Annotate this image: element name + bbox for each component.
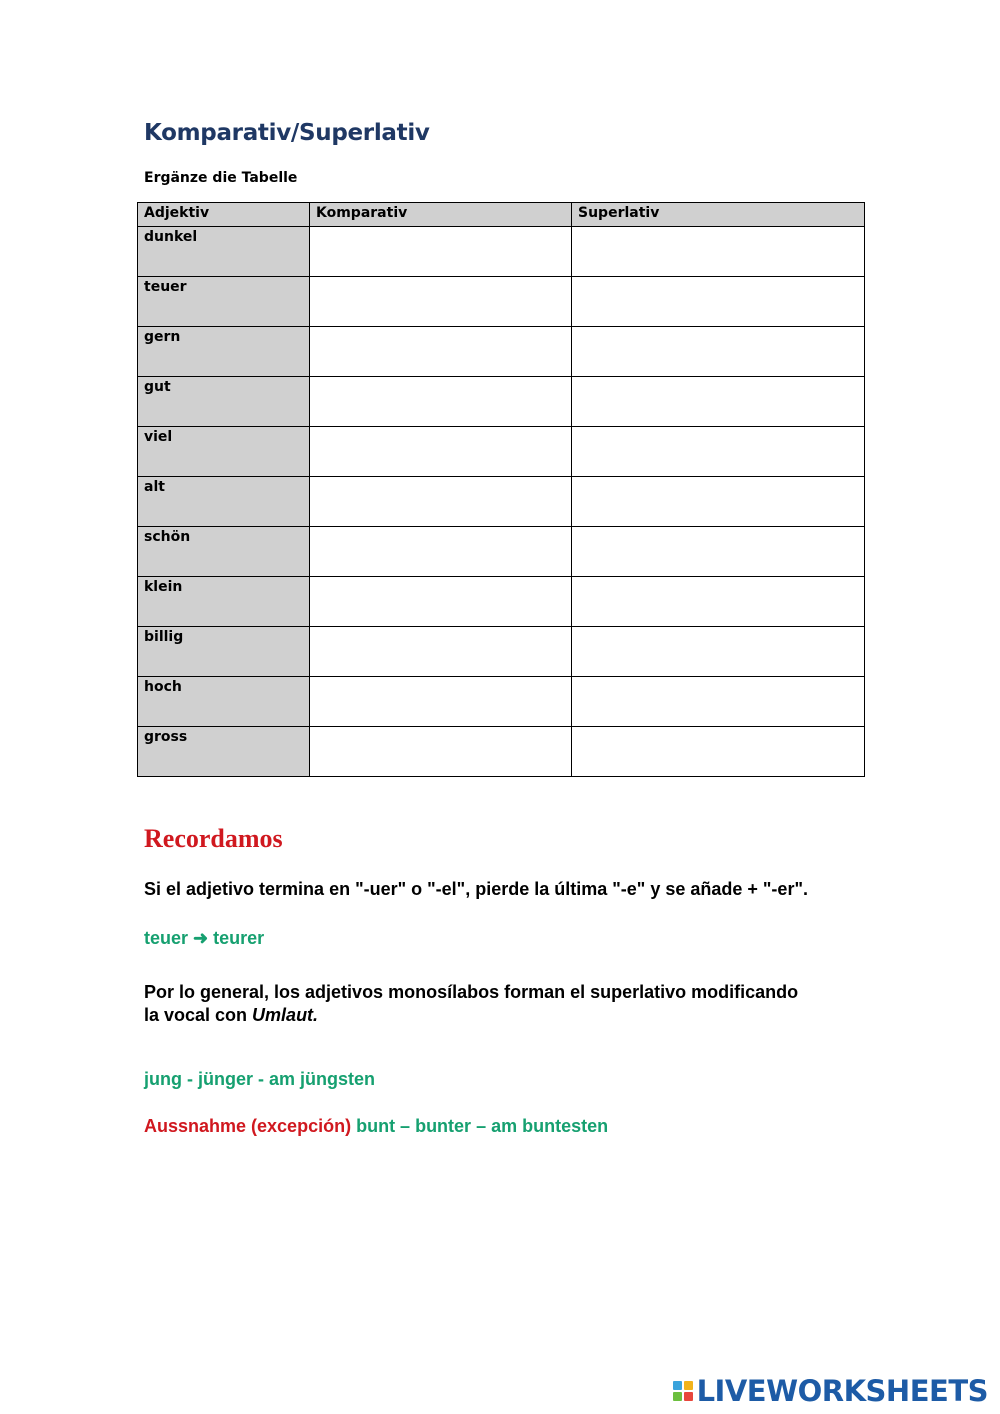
komparativ-answer-cell[interactable] [310,677,572,727]
column-header-superlativ: Superlativ [572,203,865,227]
table-row [138,227,865,277]
adjective-cell: teuer [138,277,310,327]
table-row [138,577,865,627]
superlativ-answer-cell[interactable] [572,327,865,377]
superlativ-answer-cell[interactable] [572,527,865,577]
table-row [138,427,865,477]
adjective-cell: alt [138,477,310,527]
adjective-cell: gern [138,327,310,377]
umlaut-emphasis: Umlaut. [252,1005,319,1025]
adjective-cell: klein [138,577,310,627]
adjective-cell: hoch [138,677,310,727]
rule-text-2-line1: Por lo general, los adjetivos monosílabos forman el superlativo modificando [144,982,799,1002]
column-header-adjektiv: Adjektiv [138,203,310,227]
adjective-cell: billig [138,627,310,677]
rule-text-2-line2: la vocal con [144,1005,253,1025]
adjective-cell: dunkel [138,227,310,277]
instruction-text: Ergänze die Tabelle [144,170,298,186]
logo-text: LIVEWORKSHEETS [696,1374,988,1408]
table-row [138,627,865,677]
table-row [138,527,865,577]
table-row [138,727,865,777]
exception-label: Aussnahme (excepción) [144,1116,352,1136]
superlativ-answer-cell[interactable] [572,277,865,327]
section-heading-recordamos: Recordamos [144,824,283,853]
komparativ-answer-cell[interactable] [310,627,572,677]
table-row [138,327,865,377]
example-text-2: jung - jünger - am jüngsten [144,1069,375,1089]
exception-line [144,1115,608,1138]
exception-example: bunt – bunter – am buntesten [356,1116,609,1136]
komparativ-answer-cell[interactable] [310,427,572,477]
komparativ-answer-cell[interactable] [310,327,572,377]
rule-text-1: Si el adjetivo termina en "-uer" o "-el", pierde la última "-e" y se añade + "-er". [144,879,808,899]
komparativ-answer-cell[interactable] [310,377,572,427]
liveworksheets-logo [673,1374,988,1408]
table-header-row [138,203,865,227]
column-header-komparativ: Komparativ [310,203,572,227]
example-text-1: teuer ➜ teurer [144,928,265,948]
table-row [138,277,865,327]
adjective-table [137,202,865,777]
superlativ-answer-cell[interactable] [572,477,865,527]
rule-text-2 [144,981,864,1027]
adjective-cell: gut [138,377,310,427]
superlativ-answer-cell[interactable] [572,627,865,677]
superlativ-answer-cell[interactable] [572,677,865,727]
page-title: Komparativ/Superlativ [144,120,430,146]
komparativ-answer-cell[interactable] [310,527,572,577]
superlativ-answer-cell[interactable] [572,227,865,277]
adjective-cell: viel [138,427,310,477]
table-row [138,377,865,427]
komparativ-answer-cell[interactable] [310,477,572,527]
komparativ-answer-cell[interactable] [310,277,572,327]
superlativ-answer-cell[interactable] [572,377,865,427]
superlativ-answer-cell[interactable] [572,427,865,477]
superlativ-answer-cell[interactable] [572,577,865,627]
table-row [138,477,865,527]
komparativ-answer-cell[interactable] [310,577,572,627]
table-row [138,677,865,727]
adjective-cell: gross [138,727,310,777]
adjective-cell: schön [138,527,310,577]
liveworksheets-logo-icon [673,1381,693,1401]
komparativ-answer-cell[interactable] [310,227,572,277]
superlativ-answer-cell[interactable] [572,727,865,777]
komparativ-answer-cell[interactable] [310,727,572,777]
